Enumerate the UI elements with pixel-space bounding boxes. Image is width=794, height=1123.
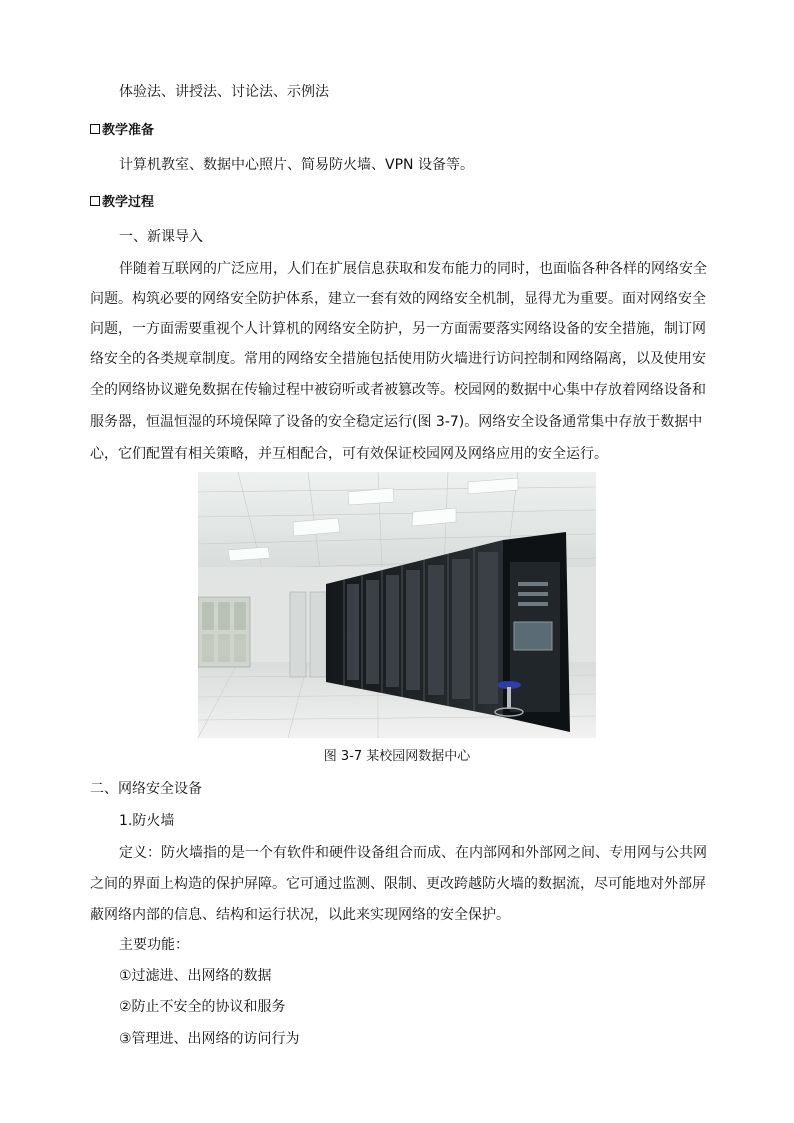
subsection-firewall: 1.防火墙 — [119, 813, 175, 829]
function-item: ③管理进、出网络的访问行为 — [119, 1031, 300, 1047]
paragraph-line: 络安全的各类规章制度。常用的网络安全措施包括使用防火墙进行访问控制和网络隔离，以及使用安 — [90, 351, 706, 367]
figure-caption: 图 3-7 某校园网数据中心 — [323, 749, 471, 764]
functions-label: 主要功能： — [119, 937, 189, 953]
section-title-devices: 二、网络安全设备 — [90, 781, 202, 797]
prep-text: 计算机教室、数据中心照片、简易防火墙、VPN 设备等。 — [119, 157, 474, 173]
definition-line: 蔽网络内部的信息、结构和运行状况，以此来实现网络的安全保护。 — [90, 907, 510, 923]
section-title-process: 教学过程 — [102, 195, 155, 210]
checkbox-icon — [90, 124, 100, 134]
paragraph-line: 心，它们配置有相关策略，并互相配合，可有效保证校园网及网络应用的安全运行。 — [90, 446, 608, 462]
paragraph-line: 问题。构筑必要的网络安全防护体系，建立一套有效的网络安全机制，显得尤为重要。面对网络安全 — [90, 291, 706, 307]
function-item: ②防止不安全的协议和服务 — [119, 999, 286, 1015]
paragraph-line: 全的网络协议避免数据在传输过程中被窃听或者被篡改等。校园网的数据中心集中存放着网络设备和 — [90, 382, 706, 398]
section-heading-process — [90, 193, 154, 213]
teaching-methods: 体验法、讲授法、讨论法、示例法 — [119, 84, 329, 100]
definition-line: 之间的界面上构造的保护屏障。它可通过监测、限制、更改跨越防火墙的数据流，尽可能地对外部屏 — [90, 876, 706, 892]
data-center-photo — [198, 472, 596, 738]
paragraph-line: 伴随着互联网的广泛应用，人们在扩展信息获取和发布能力的同时，也面临各种各样的网络安全 — [119, 261, 707, 277]
definition-line: 定义：防火墙指的是一个有软件和硬件设备组合而成、在内部网和外部网之间、专用网与公共网 — [119, 845, 707, 861]
checkbox-icon — [90, 196, 100, 206]
section-title-prep: 教学准备 — [102, 123, 155, 138]
section-heading-prep — [90, 121, 154, 141]
function-item: ①过滤进、出网络的数据 — [119, 968, 272, 984]
subtitle-intro: 一、新课导入 — [119, 229, 203, 245]
paragraph-line: 问题，一方面需要重视个人计算机的网络安全防护，另一方面需要落实网络设备的安全措施，制订网 — [90, 321, 706, 337]
paragraph-line: 服务器，恒温恒湿的环境保障了设备的安全稳定运行(图 3-7)。网络安全设备通常集中存放于数据中 — [90, 414, 703, 430]
